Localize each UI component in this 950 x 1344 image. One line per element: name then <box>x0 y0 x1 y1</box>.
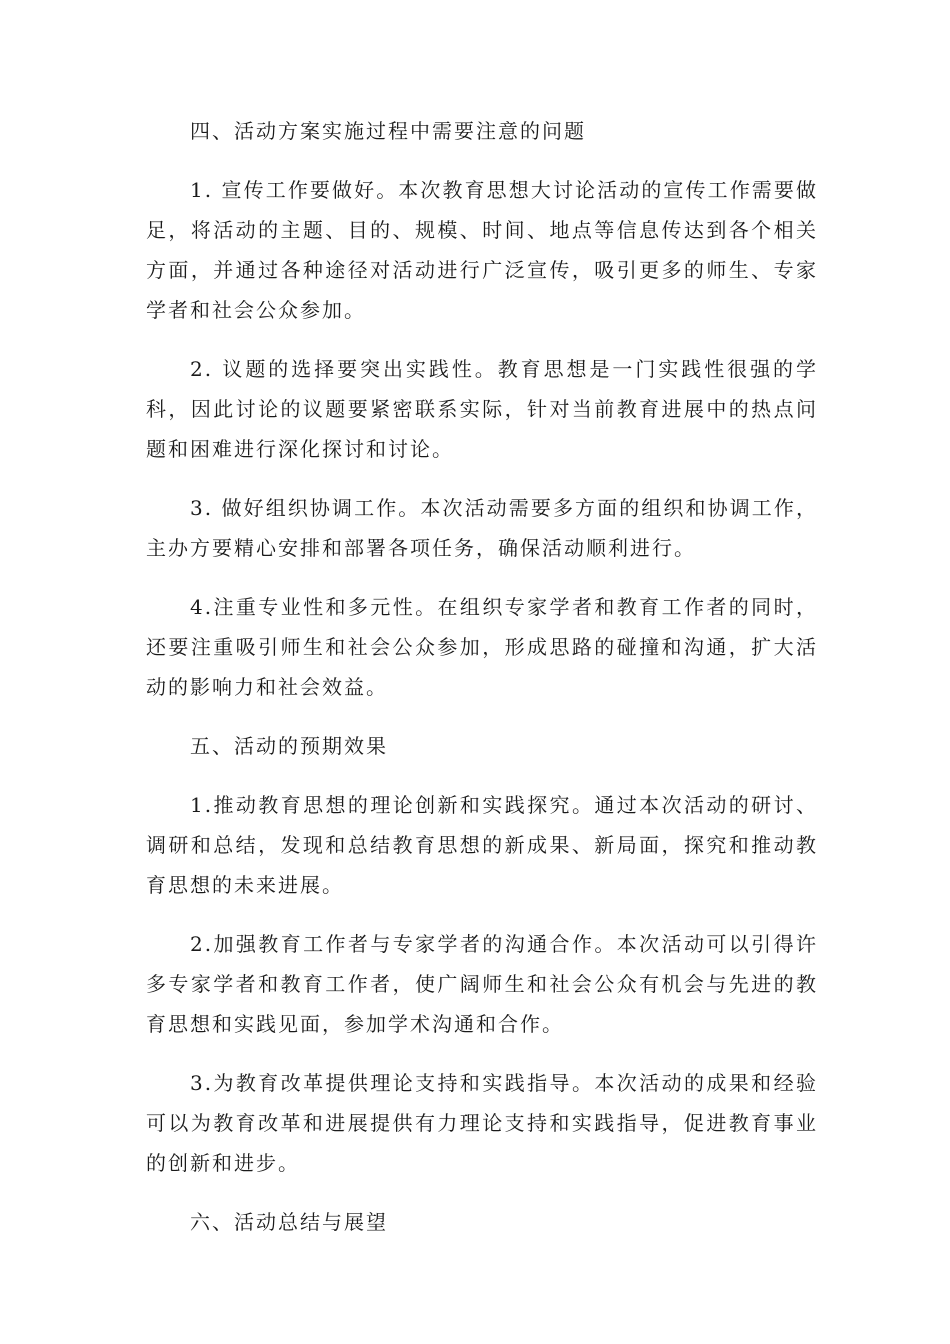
section-heading-6: 六、活动总结与展望 <box>190 1210 388 1234</box>
paragraph-4-2: 2. 议题的选择要突出实践性。教育思想是一门实践性很强的学科，因此讨论的议题要紧密联系实际，针对当前教育进展中的热点问题和困难进行深化探讨和讨论。 <box>146 357 818 461</box>
document-body <box>146 111 818 1261</box>
paragraph-5-1: 1.推动教育思想的理论创新和实践探究。通过本次活动的研讨、调研和总结，发现和总结教育思想的新成果、新局面，探究和推动教育思想的未来进展。 <box>146 793 818 897</box>
paragraph-4-4: 4.注重专业性和多元性。在组织专家学者和教育工作者的同时，还要注重吸引师生和社会公众参加，形成思路的碰撞和沟通，扩大活动的影响力和社会效益。 <box>146 595 818 699</box>
section-heading-4: 四、活动方案实施过程中需要注意的问题 <box>190 119 586 143</box>
paragraph-5-3: 3.为教育改革提供理论支持和实践指导。本次活动的成果和经验可以为教育改革和进展提供有力理论支持和实践指导，促进教育事业的创新和进步。 <box>146 1071 818 1175</box>
paragraph-4-1: 1. 宣传工作要做好。本次教育思想大讨论活动的宣传工作需要做足，将活动的主题、目的、规模、时间、地点等信息传达到各个相关方面，并通过各种途径对活动进行广泛宣传，吸引更多的师生、专家学者和社会公众参加。 <box>146 178 818 322</box>
paragraph-5-2: 2.加强教育工作者与专家学者的沟通合作。本次活动可以引得许多专家学者和教育工作者，使广阔师生和社会公众有机会与先进的教育思想和实践见面，参加学术沟通和合作。 <box>146 932 818 1036</box>
paragraph-4-3: 3. 做好组织协调工作。本次活动需要多方面的组织和协调工作，主办方要精心安排和部署各项任务，确保活动顺利进行。 <box>146 496 818 560</box>
section-heading-5: 五、活动的预期效果 <box>190 734 388 758</box>
